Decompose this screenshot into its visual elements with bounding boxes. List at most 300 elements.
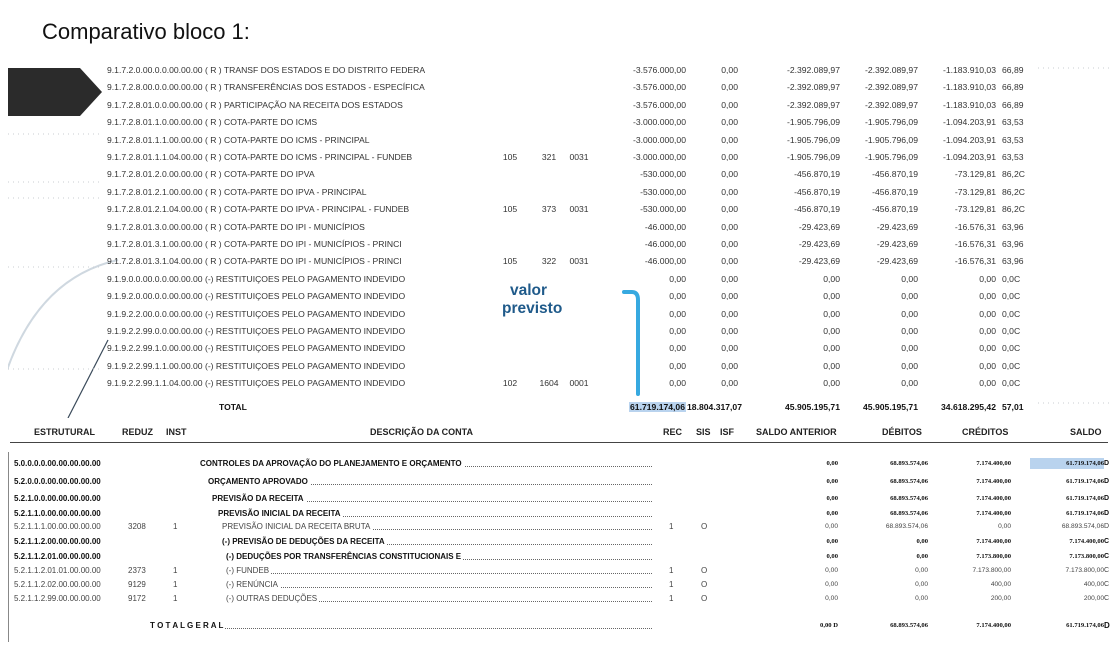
bottom-cell-desc: ORÇAMENTO APROVADO xyxy=(208,477,308,486)
top-cell-v2: 0,00 xyxy=(823,360,840,371)
top-cell-v3: -456.870,19 xyxy=(872,204,918,215)
top-cell-v2: -1.905.796,09 xyxy=(786,117,840,128)
top-row xyxy=(8,253,1112,270)
top-cell-fonte: 321 xyxy=(541,152,557,162)
bottom-cell-deb: 68.893.574,06 xyxy=(890,510,928,517)
col-creditos: CRÉDITOS xyxy=(962,427,1009,437)
top-cell-previsto: -46.000,00 xyxy=(644,256,686,267)
bottom-total-row xyxy=(0,620,1118,631)
top-cell-v1: 0,00 xyxy=(721,221,738,232)
total-v4: 34.618.295,42 xyxy=(941,402,996,412)
top-cell-reduz: 105 xyxy=(502,256,518,267)
bottom-row xyxy=(0,458,1118,469)
dot-leader xyxy=(226,573,652,574)
bottom-cell-sal: 7.174.400,00 xyxy=(1069,538,1104,545)
top-cell-v3: -2.392.089,97 xyxy=(864,82,918,93)
top-row xyxy=(8,97,1112,114)
top-cell-v3: 0,00 xyxy=(901,326,918,336)
top-cell-v3: 0,00 xyxy=(901,343,918,354)
bottom-cell-dc: C xyxy=(1104,581,1110,588)
bottom-cell-ant: 0,00 xyxy=(825,581,838,588)
top-cell-desc: 9.1.9.2.2.99.1.1.00.00.00 (-) RESTITUIÇOES PELO PAGAMENTO INDEVIDO xyxy=(107,360,406,371)
top-cell-desc: 9.1.7.2.8.00.0.0.00.00.00 ( R ) TRANSFERÊNCIAS DOS ESTADOS - ESPECÍFICA xyxy=(107,82,425,93)
bottom-cell-deb: 0,00 xyxy=(916,538,928,545)
top-cell-v2: -1.905.796,09 xyxy=(786,152,840,162)
top-row xyxy=(8,201,1112,218)
top-cell-reduz: 105 xyxy=(502,204,518,215)
top-cell-v1: 0,00 xyxy=(721,326,738,336)
top-cell-v3: -29.423,69 xyxy=(876,256,918,267)
bottom-cell-ant: 0,00 xyxy=(826,478,838,485)
bottom-cell-desc-wrap xyxy=(218,508,652,519)
top-cell-previsto: -3.576.000,00 xyxy=(632,99,686,110)
bottom-row xyxy=(0,551,1118,562)
annotation-line1: valor xyxy=(510,282,548,299)
bottom-cell-desc: CONTROLES DA APROVAÇÃO DO PLANEJAMENTO E ORÇAMENTO xyxy=(200,459,462,468)
top-cell-v3: -29.423,69 xyxy=(876,239,918,249)
annotation-line2: previsto xyxy=(502,300,563,317)
top-row xyxy=(8,236,1112,253)
bottom-cell-est: 5.2.1.0.0.00.00.00.00.00 xyxy=(14,494,101,503)
top-cell-v1: 0,00 xyxy=(721,117,738,128)
bottom-cell-ant: 0,00 xyxy=(826,495,838,502)
bottom-cell-sal: 61.719.174,06 xyxy=(1066,510,1104,517)
bottom-cell-desc: PREVISÃO INICIAL DA RECEITA BRUTA xyxy=(222,522,371,531)
bottom-cell-sal: 400,00 xyxy=(1083,581,1104,588)
top-report-panel xyxy=(8,60,1112,418)
bottom-cell-deb: 68.893.574,06 xyxy=(890,460,928,467)
bottom-cell-sis: O xyxy=(701,566,708,575)
top-cell-v1: 0,00 xyxy=(721,343,738,354)
top-row xyxy=(8,323,1112,340)
col-rec: REC xyxy=(663,427,683,437)
top-cell-previsto: -3.000.000,00 xyxy=(632,152,686,162)
bottom-cell-deb: 0,00 xyxy=(915,581,928,588)
bottom-cell-sal: 61.719.174,06 xyxy=(1030,458,1104,469)
top-cell-previsto: -46.000,00 xyxy=(644,221,686,232)
top-cell-v3: -456.870,19 xyxy=(872,186,918,197)
top-cell-pct: 86,2C xyxy=(1002,169,1025,180)
top-cell-pct: 63,96 xyxy=(1002,256,1024,267)
col-sis: SIS xyxy=(696,427,711,437)
bottom-cell-deb: 0,00 xyxy=(915,595,928,602)
bottom-cell-dc: D xyxy=(1104,478,1110,485)
top-cell-v1: 0,00 xyxy=(721,134,738,145)
bottom-cell-inst: 1 xyxy=(173,580,178,589)
top-cell-pct: 66,89 xyxy=(1002,99,1024,110)
col-descricao: DESCRIÇÃO DA CONTA xyxy=(370,427,473,437)
top-cell-previsto: 0,00 xyxy=(669,291,686,302)
top-cell-v2: -29.423,69 xyxy=(798,239,840,249)
bottom-cell-rec: 1 xyxy=(669,566,674,575)
bottom-row xyxy=(0,476,1118,487)
total-previsto-highlight: 61.719.174,06 xyxy=(630,402,685,412)
bottom-cell-sal: 7.173.800,00 xyxy=(1069,553,1104,560)
bottom-cell-cre: 7.174.400,00 xyxy=(976,538,1011,545)
top-cell-cod: 0031 xyxy=(569,204,589,215)
bottom-row xyxy=(0,593,1118,604)
col-inst: INST xyxy=(166,427,187,437)
top-cell-fonte: 322 xyxy=(541,256,557,267)
bottom-cell-dc: D xyxy=(1104,523,1110,530)
bottom-cell-desc: PREVISÃO DA RECEITA xyxy=(212,494,304,503)
top-cell-v1: 0,00 xyxy=(721,204,738,215)
top-cell-v4: 0,00 xyxy=(979,308,996,319)
top-cell-v4: 0,00 xyxy=(979,273,996,284)
total-geral-cre: 7.174.400,00 xyxy=(976,622,1011,629)
top-cell-pct: 0,0C xyxy=(1002,326,1021,336)
total-v1: 18.804.317,07 xyxy=(687,402,742,412)
bottom-cell-dc: D xyxy=(1104,495,1110,502)
top-cell-v2: 0,00 xyxy=(823,273,840,284)
top-cell-pct: 0,0C xyxy=(1002,343,1021,354)
top-cell-previsto: -530.000,00 xyxy=(640,186,686,197)
col-saldo-anterior: SALDO ANTERIOR xyxy=(756,427,837,437)
top-cell-v1: 0,00 xyxy=(721,65,738,75)
bottom-cell-est: 5.2.1.1.2.99.00.00.00.00 xyxy=(14,594,101,603)
top-cell-v4: -16.576,31 xyxy=(954,239,996,249)
bottom-row xyxy=(0,493,1118,504)
bottom-cell-reduz: 2373 xyxy=(128,566,146,575)
bottom-cell-sis: O xyxy=(701,594,708,603)
bottom-cell-rec: 1 xyxy=(669,522,674,531)
dot-leader xyxy=(226,587,652,588)
top-row xyxy=(8,219,1112,236)
top-cell-v2: -29.423,69 xyxy=(798,256,840,267)
bottom-cell-desc-wrap xyxy=(212,493,652,504)
top-cell-v2: -456.870,19 xyxy=(794,204,840,215)
total-geral-sal: 61.719.174,06 xyxy=(1066,622,1104,629)
bottom-cell-desc-wrap xyxy=(226,593,652,604)
top-cell-v4: 0,00 xyxy=(979,378,996,389)
top-cell-v3: -1.905.796,09 xyxy=(864,152,918,162)
top-cell-desc: 9.1.7.2.8.01.3.0.00.00.00 ( R ) COTA-PARTE DO IPI - MUNICÍPIOS xyxy=(107,221,365,232)
top-cell-v3: -1.905.796,09 xyxy=(864,117,918,128)
top-cell-v4: -1.183.910,03 xyxy=(942,65,996,75)
top-cell-v2: 0,00 xyxy=(823,291,840,302)
bottom-cell-ant: 0,00 xyxy=(826,553,838,560)
top-cell-v1: 0,00 xyxy=(721,99,738,110)
bottom-cell-est: 5.2.1.1.2.02.00.00.00.00 xyxy=(14,580,101,589)
top-cell-v2: -1.905.796,09 xyxy=(786,134,840,145)
bottom-cell-desc: (-) FUNDEB xyxy=(226,566,270,575)
bottom-cell-sal: 7.173.800,00 xyxy=(1065,567,1104,574)
bottom-cell-dc: D xyxy=(1104,510,1110,517)
annotation-bracket xyxy=(622,290,646,396)
bottom-cell-cre: 400,00 xyxy=(990,581,1011,588)
bottom-cell-ant: 0,00 xyxy=(825,595,838,602)
bottom-cell-deb: 0,00 xyxy=(916,553,928,560)
bottom-cell-sal: 61.719.174,06 xyxy=(1066,495,1104,502)
top-cell-pct: 86,2C xyxy=(1002,204,1025,215)
bottom-cell-sal: 68.893.574,06 xyxy=(1061,523,1104,530)
bottom-cell-ant: 0,00 xyxy=(826,460,838,467)
bottom-cell-dc: C xyxy=(1104,595,1110,602)
top-cell-desc: 9.1.9.2.2.99.0.0.00.00.00 (-) RESTITUIÇOES PELO PAGAMENTO INDEVIDO xyxy=(107,326,406,336)
bottom-cell-reduz: 3208 xyxy=(128,522,146,531)
bottom-cell-rec: 1 xyxy=(669,594,674,603)
top-cell-desc: 9.1.7.2.0.00.0.0.00.00.00 ( R ) TRANSF DOS ESTADOS E DO DISTRITO FEDERA xyxy=(107,65,426,75)
top-cell-v4: -1.183.910,03 xyxy=(942,99,996,110)
col-saldo: SALDO xyxy=(1070,427,1102,437)
top-cell-v2: -2.392.089,97 xyxy=(786,65,840,75)
top-cell-v4: 0,00 xyxy=(979,326,996,336)
bottom-cell-desc: PREVISÃO INICIAL DA RECEITA xyxy=(218,509,341,518)
top-cell-v3: 0,00 xyxy=(901,291,918,302)
bottom-cell-desc-wrap xyxy=(200,458,652,469)
top-cell-v4: -1.094.203,91 xyxy=(942,152,996,162)
top-cell-pct: 0,0C xyxy=(1002,360,1021,371)
total-geral-dc: D xyxy=(1104,621,1110,630)
bottom-cell-est: 5.2.0.0.0.00.00.00.00.00 xyxy=(14,477,101,486)
top-cell-v1: 0,00 xyxy=(721,256,738,267)
top-cell-v4: -16.576,31 xyxy=(954,221,996,232)
bottom-cell-deb: 68.893.574,06 xyxy=(885,523,928,530)
bottom-cell-desc: (-) RENÚNCIA xyxy=(226,580,278,589)
top-row xyxy=(8,114,1112,131)
bottom-report xyxy=(0,420,1118,647)
bottom-cell-deb: 68.893.574,06 xyxy=(890,495,928,502)
bottom-cell-cre: 7.173.800,00 xyxy=(972,567,1011,574)
top-cell-v4: -1.094.203,91 xyxy=(942,117,996,128)
top-cell-previsto: 0,00 xyxy=(669,308,686,319)
top-cell-previsto: 0,00 xyxy=(669,326,686,336)
bottom-cell-desc-wrap xyxy=(226,565,652,576)
bottom-cell-sis: O xyxy=(701,580,708,589)
bottom-cell-dc: C xyxy=(1104,553,1110,560)
top-total-row xyxy=(8,399,1112,416)
top-cell-previsto: 0,00 xyxy=(669,343,686,354)
top-cell-previsto: 0,00 xyxy=(669,360,686,371)
top-cell-v1: 0,00 xyxy=(721,82,738,93)
top-cell-v3: 0,00 xyxy=(901,360,918,371)
bottom-row xyxy=(0,521,1118,532)
top-cell-desc: 9.1.9.2.2.99.1.0.00.00.00 (-) RESTITUIÇOES PELO PAGAMENTO INDEVIDO xyxy=(107,343,406,354)
bottom-cell-inst: 1 xyxy=(173,522,178,531)
top-cell-desc: 9.1.9.2.2.99.1.1.04.00.00 (-) RESTITUIÇOES PELO PAGAMENTO INDEVIDO xyxy=(107,378,406,389)
top-row xyxy=(8,149,1112,166)
total-v3: 45.905.195,71 xyxy=(863,402,918,412)
bottom-cell-est: 5.0.0.0.0.00.00.00.00.00 xyxy=(14,459,101,468)
top-cell-v3: -1.905.796,09 xyxy=(864,134,918,145)
top-cell-desc: 9.1.7.2.8.01.1.1.04.00.00 ( R ) COTA-PARTE DO ICMS - PRINCIPAL - FUNDEB xyxy=(107,152,413,162)
bottom-cell-deb: 68.893.574,06 xyxy=(890,478,928,485)
page-heading: Comparativo bloco 1: xyxy=(42,19,250,44)
top-cell-v3: 0,00 xyxy=(901,273,918,284)
bottom-cell-est: 5.2.1.1.2.01.00.00.00.00 xyxy=(14,552,101,561)
top-row xyxy=(8,166,1112,183)
total-pct: 57,01 xyxy=(1002,402,1024,412)
top-cell-pct: 0,0C xyxy=(1002,378,1021,389)
bottom-cell-cre: 7.174.400,00 xyxy=(976,510,1011,517)
top-cell-pct: 66,89 xyxy=(1002,82,1024,93)
col-estrutural: ESTRUTURAL xyxy=(34,427,95,437)
top-row xyxy=(8,79,1112,96)
top-cell-previsto: -530.000,00 xyxy=(640,169,686,180)
bottom-cell-cre: 7.173.800,00 xyxy=(976,553,1011,560)
top-cell-previsto: 0,00 xyxy=(669,378,686,389)
bottom-cell-desc-wrap xyxy=(226,579,652,590)
bottom-cell-desc-wrap xyxy=(226,551,652,562)
top-cell-desc: 9.1.7.2.8.01.3.1.04.00.00 ( R ) COTA-PARTE DO IPI - MUNICÍPIOS - PRINCI xyxy=(107,256,402,267)
top-cell-previsto: 0,00 xyxy=(669,273,686,284)
top-cell-v1: 0,00 xyxy=(721,152,738,162)
top-cell-reduz: 102 xyxy=(502,378,518,389)
top-cell-pct: 63,53 xyxy=(1002,152,1024,162)
top-cell-pct: 63,53 xyxy=(1002,134,1024,145)
top-row xyxy=(8,358,1112,375)
top-cell-desc: 9.1.9.0.0.00.0.0.00.00.00 (-) RESTITUIÇOES PELO PAGAMENTO INDEVIDO xyxy=(107,273,406,284)
bottom-cell-sal: 61.719.174,06 xyxy=(1066,478,1104,485)
valor-previsto-annotation xyxy=(502,282,562,318)
total-geral-deb: 68.893.574,06 xyxy=(890,622,928,629)
col-isf: ISF xyxy=(720,427,735,437)
top-cell-pct: 63,53 xyxy=(1002,117,1024,128)
bottom-cell-deb: 0,00 xyxy=(915,567,928,574)
top-cell-v2: -456.870,19 xyxy=(794,169,840,180)
top-cell-v2: 0,00 xyxy=(823,343,840,354)
bottom-cell-cre: 200,00 xyxy=(990,595,1011,602)
top-cell-v2: -2.392.089,97 xyxy=(786,99,840,110)
bottom-cell-est: 5.2.1.1.2.01.01.00.00.00 xyxy=(14,566,101,575)
bottom-cell-inst: 1 xyxy=(173,594,178,603)
top-cell-v4: 0,00 xyxy=(979,291,996,302)
bottom-row xyxy=(0,579,1118,590)
top-cell-cod: 0031 xyxy=(569,152,589,162)
top-cell-previsto: -3.000.000,00 xyxy=(632,134,686,145)
top-cell-v1: 0,00 xyxy=(721,169,738,180)
bottom-cell-ant: 0,00 xyxy=(826,538,838,545)
bottom-cell-dc: C xyxy=(1104,538,1110,545)
top-cell-reduz: 105 xyxy=(502,152,518,162)
bottom-cell-cre: 7.174.400,00 xyxy=(976,478,1011,485)
top-cell-v1: 0,00 xyxy=(721,308,738,319)
top-cell-previsto: -530.000,00 xyxy=(640,204,686,215)
top-cell-desc: 9.1.7.2.8.01.1.1.00.00.00 ( R ) COTA-PARTE DO ICMS - PRINCIPAL xyxy=(107,134,370,145)
total-v2: 45.905.195,71 xyxy=(785,402,840,412)
bottom-cell-sal: 200,00 xyxy=(1083,595,1104,602)
bottom-cell-est: 5.2.1.1.0.00.00.00.00.00 xyxy=(14,509,101,518)
top-cell-desc: 9.1.7.2.8.01.0.0.00.00.00 ( R ) PARTICIPAÇÃO NA RECEITA DOS ESTADOS xyxy=(107,99,403,110)
top-cell-v3: -2.392.089,97 xyxy=(864,99,918,110)
total-geral-desc xyxy=(150,620,652,631)
top-cell-v1: 0,00 xyxy=(721,378,738,389)
top-cell-v2: -456.870,19 xyxy=(794,186,840,197)
top-cell-v1: 0,00 xyxy=(721,273,738,284)
top-cell-pct: 66,89 xyxy=(1002,65,1024,75)
bottom-cell-sis: O xyxy=(701,522,708,531)
top-cell-pct: 0,0C xyxy=(1002,291,1021,302)
top-cell-previsto: -46.000,00 xyxy=(644,239,686,249)
total-previsto xyxy=(608,399,686,416)
top-cell-pct: 63,96 xyxy=(1002,221,1024,232)
top-cell-pct: 0,0C xyxy=(1002,308,1021,319)
top-cell-v4: 0,00 xyxy=(979,360,996,371)
bottom-cell-cre: 7.174.400,00 xyxy=(976,460,1011,467)
top-cell-v1: 0,00 xyxy=(721,186,738,197)
top-cell-v2: 0,00 xyxy=(823,326,840,336)
top-row xyxy=(8,375,1112,392)
top-cell-previsto: -3.000.000,00 xyxy=(632,117,686,128)
top-cell-v2: -29.423,69 xyxy=(798,221,840,232)
top-cell-v4: 0,00 xyxy=(979,343,996,354)
bottom-cell-desc: (-) OUTRAS DEDUÇÕES xyxy=(226,594,318,603)
total-label: TOTAL xyxy=(219,402,247,412)
top-cell-fonte: 373 xyxy=(541,204,557,215)
top-cell-v4: -16.576,31 xyxy=(954,256,996,267)
top-row xyxy=(8,62,1112,79)
top-cell-desc: 9.1.9.2.2.00.0.0.00.00.00 (-) RESTITUIÇOES PELO PAGAMENTO INDEVIDO xyxy=(107,308,406,319)
top-cell-desc: 9.1.9.2.0.00.0.0.00.00.00 (-) RESTITUIÇOES PELO PAGAMENTO INDEVIDO xyxy=(107,291,406,302)
top-cell-v4: -73.129,81 xyxy=(954,169,996,180)
top-cell-desc: 9.1.7.2.8.01.2.1.00.00.00 ( R ) COTA-PARTE DO IPVA - PRINCIPAL xyxy=(107,186,367,197)
top-cell-v4: -73.129,81 xyxy=(954,186,996,197)
bottom-row xyxy=(0,565,1118,576)
bottom-cell-desc-wrap xyxy=(222,536,652,547)
top-cell-pct: 86,2C xyxy=(1002,186,1025,197)
top-cell-v2: 0,00 xyxy=(823,378,840,389)
top-cell-desc: 9.1.7.2.8.01.2.0.00.00.00 ( R ) COTA-PARTE DO IPVA xyxy=(107,169,315,180)
top-cell-fonte: 1604 xyxy=(539,378,559,389)
top-cell-pct: 63,96 xyxy=(1002,239,1024,249)
bottom-cell-rec: 1 xyxy=(669,580,674,589)
bottom-cell-desc-wrap xyxy=(208,476,652,487)
col-debitos: DÉBITOS xyxy=(882,427,922,437)
top-row xyxy=(8,132,1112,149)
bottom-cell-reduz: 9129 xyxy=(128,580,146,589)
bottom-row xyxy=(0,536,1118,547)
bottom-cell-dc: D xyxy=(1104,460,1110,467)
bottom-cell-desc: (-) PREVISÃO DE DEDUÇÕES DA RECEITA xyxy=(222,537,385,546)
col-reduz: REDUZ xyxy=(122,427,153,437)
bottom-cell-ant: 0,00 xyxy=(825,523,838,530)
bottom-cell-inst: 1 xyxy=(173,566,178,575)
bottom-cell-ant: 0,00 xyxy=(825,567,838,574)
total-geral-label: T O T A L G E R A L xyxy=(150,621,224,630)
top-cell-desc: 9.1.7.2.8.01.3.1.00.00.00 ( R ) COTA-PARTE DO IPI - MUNICÍPIOS - PRINCI xyxy=(107,239,402,249)
top-cell-cod: 0001 xyxy=(569,378,589,389)
bottom-cell-ant: 0,00 xyxy=(826,510,838,517)
header-rule xyxy=(10,442,1108,443)
top-row xyxy=(8,184,1112,201)
top-cell-desc: 9.1.7.2.8.01.1.0.00.00.00 ( R ) COTA-PARTE DO ICMS xyxy=(107,117,318,128)
bottom-cell-desc: (-) DEDUÇÕES POR TRANSFERÊNCIAS CONSTITUCIONAIS E xyxy=(226,552,462,561)
top-row xyxy=(8,340,1112,357)
top-cell-v1: 0,00 xyxy=(721,291,738,302)
top-cell-v4: -73.129,81 xyxy=(954,204,996,215)
bottom-cell-est: 5.2.1.1.2.00.00.00.00.00 xyxy=(14,537,101,546)
top-cell-pct: 0,0C xyxy=(1002,273,1021,284)
top-cell-v4: -1.183.910,03 xyxy=(942,82,996,93)
top-cell-v3: 0,00 xyxy=(901,378,918,389)
top-cell-v3: 0,00 xyxy=(901,308,918,319)
bottom-cell-dc: C xyxy=(1104,567,1110,574)
top-cell-v1: 0,00 xyxy=(721,360,738,371)
top-cell-v3: -456.870,19 xyxy=(872,169,918,180)
top-cell-v3: -29.423,69 xyxy=(876,221,918,232)
top-cell-desc: 9.1.7.2.8.01.2.1.04.00.00 ( R ) COTA-PARTE DO IPVA - PRINCIPAL - FUNDEB xyxy=(107,204,410,215)
bottom-cell-cre: 0,00 xyxy=(998,523,1011,530)
top-cell-cod: 0031 xyxy=(569,256,589,267)
top-cell-v4: -1.094.203,91 xyxy=(942,134,996,145)
bottom-row xyxy=(0,508,1118,519)
bottom-cell-est: 5.2.1.1.1.00.00.00.00.00 xyxy=(14,522,101,531)
bottom-cell-reduz: 9172 xyxy=(128,594,146,603)
bottom-cell-desc-wrap xyxy=(222,521,652,532)
bottom-cell-cre: 7.174.400,00 xyxy=(976,495,1011,502)
top-cell-v2: -2.392.089,97 xyxy=(786,82,840,93)
top-cell-previsto: -3.576.000,00 xyxy=(632,65,686,75)
